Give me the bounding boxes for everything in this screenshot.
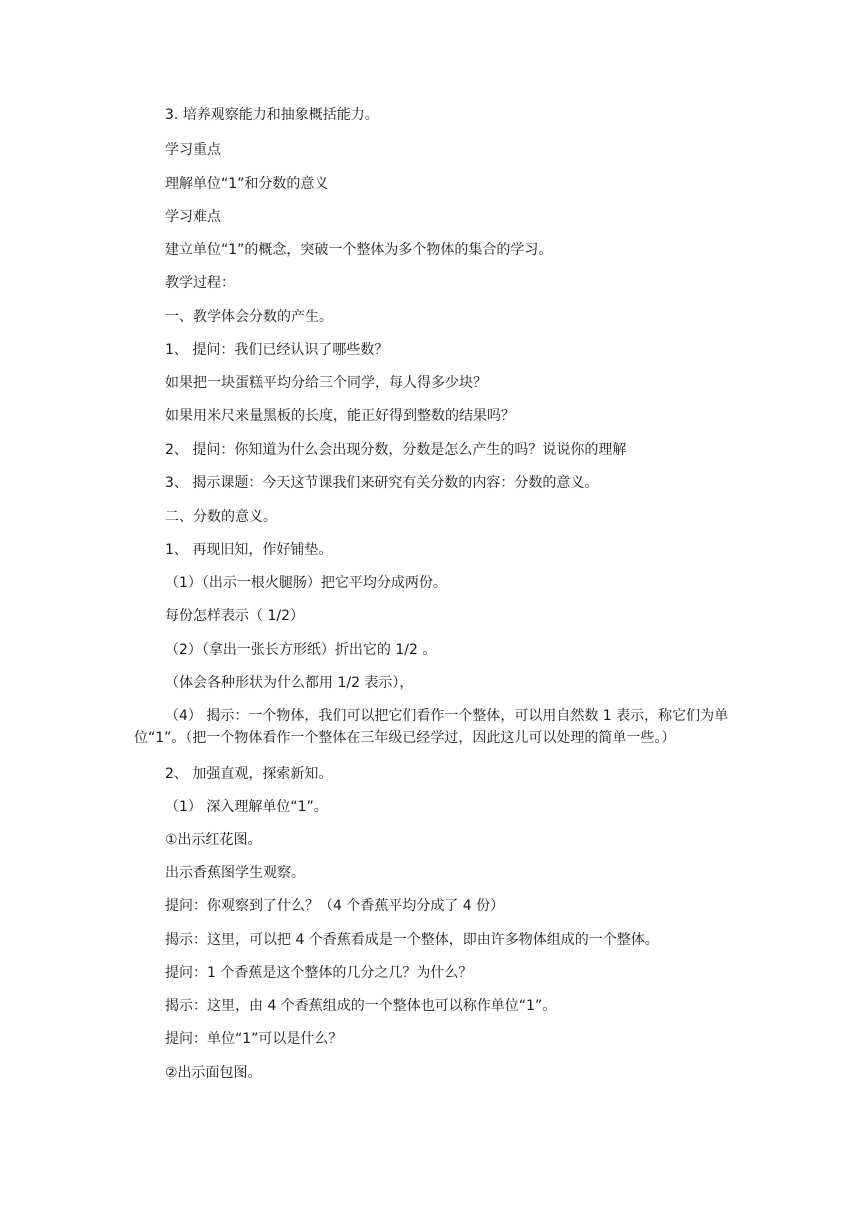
- heading-difficulties: 学习难点: [165, 209, 221, 225]
- review-item-1: （1）（出示一根火腿肠）把它平均分成两份。: [165, 575, 447, 591]
- step-1-question: 1、 提问：我们已经认识了哪些数？: [165, 342, 389, 358]
- cake-question: 如果把一块蛋糕平均分给三个同学，每人得多少块？: [165, 375, 487, 391]
- step-3-topic: 3、 揭示课题：今天这节课我们来研究有关分数的内容：分数的意义。: [165, 475, 599, 491]
- section-2-title: 二、分数的意义。: [165, 509, 277, 525]
- review-half-expression: 每份怎样表示（ 1/2）: [165, 608, 304, 624]
- banana-question-1: 提问：你观察到了什么？（4 个香蕉平均分成了 4 份）: [165, 898, 505, 914]
- section-1-title: 一、教学体会分数的产生。: [165, 309, 333, 325]
- banana-reveal-2: 揭示：这里，由 4 个香蕉组成的一个整体也可以称作单位“1”。: [165, 998, 557, 1014]
- red-flower-step: ①出示红花图。: [165, 832, 262, 848]
- objective-3: 3. 培养观察能力和抽象概括能力。: [165, 107, 379, 123]
- review-item-2: （2）（拿出一张长方形纸）折出它的 1/2 。: [165, 642, 437, 658]
- ruler-question: 如果用米尺来量黑板的长度，能正好得到整数的结果吗？: [165, 408, 515, 424]
- difficulties-text: 建立单位“1”的概念，突破一个整体为多个物体的集合的学习。: [165, 242, 553, 258]
- bread-step: ②出示面包图。: [165, 1065, 262, 1081]
- unit-one-question: 提问：单位“1”可以是什么？: [165, 1031, 343, 1047]
- banana-question-2: 提问：1 个香蕉是这个整体的几分之几？为什么？: [165, 965, 473, 981]
- heading-teaching-process: 教学过程：: [165, 275, 235, 291]
- review-item-4: （4） 揭示：一个物体，我们可以把它们看作一个整体，可以用自然数 1 表示，称它们为单位“1”。（把一个物体看作一个整体在三年级已经学过，因此这儿可以处理的简单一些。）: [134, 708, 729, 746]
- explore-item-1: （1） 深入理解单位“1”。: [165, 799, 328, 815]
- banana-step: 出示香蕉图学生观察。: [165, 865, 305, 881]
- step-2-question: 2、 提问：你知道为什么会出现分数，分数是怎么产生的吗？说说你的理解: [165, 442, 627, 458]
- explore-step-2: 2、 加强直观，探索新知。: [165, 766, 333, 782]
- review-shapes-note: （体会各种形状为什么都用 1/2 表示），: [165, 675, 414, 691]
- banana-reveal-1: 揭示：这里，可以把 4 个香蕉看成是一个整体，即由许多物体组成的一个整体。: [165, 932, 659, 948]
- heading-key-points: 学习重点: [165, 142, 221, 158]
- review-step-1: 1、 再现旧知，作好铺垫。: [165, 542, 333, 558]
- key-points-text: 理解单位“1”和分数的意义: [165, 176, 329, 192]
